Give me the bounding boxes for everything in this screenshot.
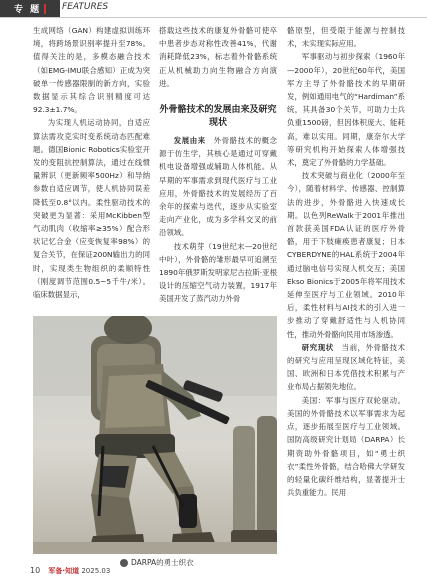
paragraph: 为实现人机运动协同，自适应算法需攻克实时变系统动态匹配难题。德国Bionic Robotics实验室开发的变阻抗控制算法，通过在线惯量辨识（更新频率500Hz）和导纳参数自适应调节，使人机协同误差降低至0.8°以内。柔性驱动技术的突破更为显著：采用McKibben型气动肌肉（收缩率≥35%）配合形状记忆合金（应变恢复率98%）的复合关节，在保证200N输出力的同时，实现类生物组织的柔顺特性（刚度调节范围0.5~5千牛/米）。临床数据显示， <box>33 118 150 300</box>
caption-bullet-icon <box>120 559 128 567</box>
soldier-exosuit-photo <box>33 316 277 554</box>
paragraph: 美国：军事与医疗双轮驱动。美国的外骨骼技术以军事需求为起点，逐步拓展至医疗与工业领域。国防高级研究计划局（DARPA）长期资助外骨骼项目，如“勇士织衣”柔性外骨骼，结合哈佛大学研发的轻量化碳纤维结构，显著提升士兵负重能力。民用 <box>287 395 405 498</box>
paragraph: 搭载这些技术的康复外骨骼可使卒中患者步态对称性改善41%，代谢消耗降低23%，标志着外骨骼系统正从机械助力向生物融合方向演进。 <box>159 26 277 88</box>
page-number: 10 <box>30 566 41 575</box>
issue-date: 2025.03 <box>81 567 111 575</box>
header-separator <box>44 4 46 14</box>
caption-text: DARPA的勇士织衣 <box>131 558 194 567</box>
figure-caption <box>120 557 194 568</box>
paragraph <box>287 341 405 394</box>
paragraph <box>159 134 277 240</box>
section-tag: 专 题 <box>14 5 42 15</box>
subheading: 发展由来 <box>173 136 206 146</box>
paragraph: 技术萌芽（19世纪末—20世纪中叶），外骨骼的雏形最早可追溯至1890年俄罗斯发明家尼古拉斯·亚根设计的压缩空气动力装置，1917年美国开发了蒸汽动力外骨 <box>159 241 277 304</box>
page-footer <box>30 566 110 576</box>
paragraph: 骼原型，但受限于能源与控制技术，未实现实际应用。 <box>287 26 405 49</box>
header-rule <box>0 17 427 18</box>
features-label: FEATURES <box>62 2 109 12</box>
paragraph: 生成网络（GAN）构建虚拟训练环境，将跨场景识别率提升至78%。值得关注的是，多模态融合技术（如EMG-IMU联合感知）正成为突破单一传感器限制的新方向，实验数据显示其综合识别精度可达92.3±1.7%。 <box>33 26 150 115</box>
page-header <box>0 0 427 18</box>
paragraph: 军事驱动与初步探索（1960年—2000年），20世纪60年代，美国军方主导了外骨骼技术的早期研发，例如通用电气的“Hardiman”系统，其具备30个关节，可助力士兵负重1500磅，但因体积庞大、能耗高，难以实用。同期，康奈尔大学等研究机构开始探索人体增强技术，奠定了外骨骼的力学基础。 <box>287 52 405 168</box>
subheading: 研究现状 <box>301 342 334 352</box>
paragraph-text: 外骨骼技术的概念源于仿生学，其核心是通过可穿戴机电设备增强或辅助人体机能。从早期的军事需求到现代医疗与工业应用，外骨骼技术的发展经历了百余年的探索与迭代，逐步从实验室走向产业化，成为多学科交叉的前沿领域。 <box>159 136 277 238</box>
column-2 <box>159 24 277 306</box>
column-3 <box>287 24 405 499</box>
paragraph-text: 当前，外骨骼技术的研究与应用呈现区域化特征，美国、欧洲和日本凭借技术积累与产业布局占据领先地位。 <box>287 342 405 392</box>
paragraph: 技术突破与商业化（2000年至今），随着材料学、传感器、控制算法的进步，外骨骼进入快速成长期。以色列ReWalk于2001年推出首款获美国FDA认证的医疗外骨骼，用于下肢瘫痪患者康复；日本CYBERDYNE的HAL系统于2004年通过脑电信号实现人机交互；美国Ekso Bionics于2005年将军用技术延伸至医疗与工业领域。2010年后，柔性材料与AI技术的引入进一步推动了穿戴舒适性与人机协同性，推动外骨骼向民用市场渗透。 <box>287 171 405 339</box>
magazine-brand: 军备·知道 <box>48 567 80 575</box>
column-1 <box>33 24 150 301</box>
section-heading: 外骨骼技术的发展由来及研究现状 <box>159 105 277 129</box>
